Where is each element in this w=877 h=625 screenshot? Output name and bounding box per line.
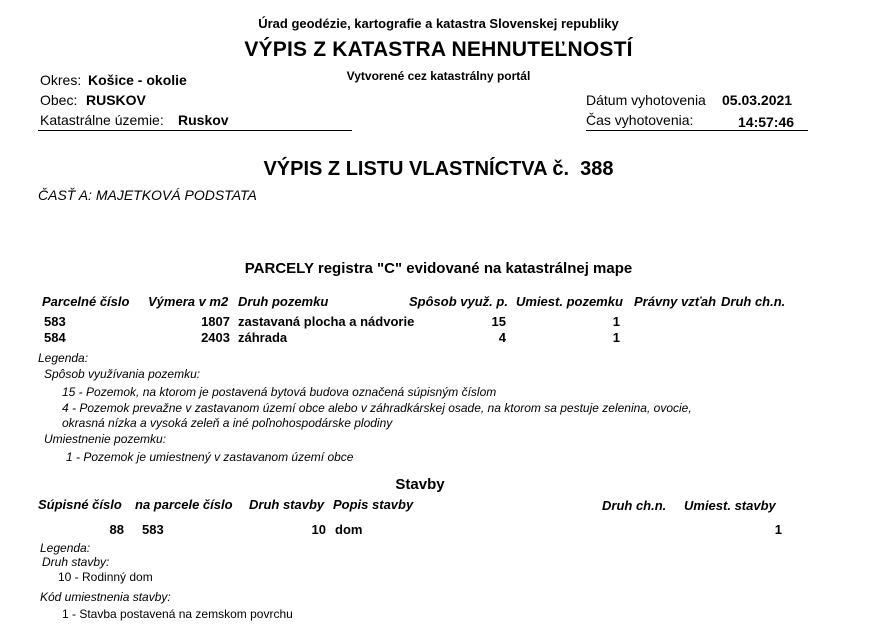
document-title: VÝPIS Z KATASTRA NEHNUTEĽNOSTÍ: [244, 38, 633, 61]
okres-label: Okres:: [40, 72, 82, 88]
header-rule-left: [38, 130, 352, 131]
parcel-placement: 1: [612, 330, 620, 345]
col-parcel-number: Parcelné číslo: [42, 294, 130, 309]
buildings-legend-label: Legenda:: [40, 541, 91, 555]
parcel-area: 2403: [201, 330, 230, 345]
land-placement-legend-label: Umiestnenie pozemku:: [44, 432, 167, 446]
building-placement: 1: [774, 522, 782, 537]
okres-value: Košice - okolie: [88, 72, 187, 88]
land-placement-legend-item: 1 - Pozemok je umiestnený v zastavanom území obce: [66, 450, 354, 464]
building-type: 10: [311, 522, 326, 537]
lv-title: [0, 158, 877, 181]
building-placement-legend-label: Kód umiestnenia stavby:: [40, 590, 171, 604]
date-value: 05.03.2021: [722, 92, 793, 108]
parcel-placement: 1: [612, 314, 620, 329]
land-use-legend-item: 15 - Pozemok, na ktorom je postavená bytová budova označená súpisným číslom: [62, 385, 497, 399]
col-building-parcel: na parcele číslo: [135, 497, 233, 512]
cadastral-area-label: Katastrálne územie:: [40, 112, 164, 128]
part-title: ČASŤ A: MAJETKOVÁ PODSTATA: [38, 187, 257, 203]
col-building-protection: Druh ch.n.: [602, 498, 667, 513]
lv-number: 388: [580, 158, 614, 180]
building-type-legend-item: 10 - Rodinný dom: [58, 570, 153, 584]
parcel-number: 583: [44, 314, 66, 329]
col-land-placement: Umiest. pozemku: [516, 294, 623, 309]
col-protection-type: Druh ch.n.: [721, 294, 786, 309]
land-use-legend-item: 4 - Pozemok prevažne v zastavanom území obce alebo v záhradkárskej osade, na ktorom sa pestuje zelenina, ovocie,: [62, 401, 692, 415]
land-use-legend-label: Spôsob využívania pozemku:: [44, 367, 201, 381]
col-land-type: Druh pozemku: [238, 294, 329, 309]
building-parcel: 583: [142, 522, 164, 537]
parcel-land-use: 15: [491, 314, 506, 329]
lv-title-prefix: VÝPIS Z LISTU VLASTNÍCTVA č.: [263, 158, 570, 180]
cadastral-area-value: Ruskov: [178, 112, 229, 128]
obec-value: RUSKOV: [86, 92, 146, 108]
parcel-land-type: záhrada: [238, 330, 288, 345]
document-subtitle: Vytvorené cez katastrálny portál: [346, 69, 531, 83]
col-building-description: Popis stavby: [333, 497, 414, 512]
parcel-land-type: zastavaná plocha a nádvorie: [238, 314, 415, 329]
buildings-title: Stavby: [395, 476, 445, 493]
header-rule-right: [586, 130, 808, 131]
time-label: Čas vyhotovenia:: [586, 112, 694, 128]
date-label: Dátum vyhotovenia: [586, 92, 706, 108]
building-type-legend-label: Druh stavby:: [42, 555, 110, 569]
agency-name: Úrad geodézie, kartografie a katastra Slovenskej republiky: [258, 16, 619, 31]
obec-label: Obec:: [40, 92, 78, 108]
parcel-area: 1807: [201, 314, 230, 329]
col-area: Výmera v m2: [148, 294, 229, 309]
parcels-title: PARCELY registra "C" evidované na katastrálnej mape: [244, 260, 633, 277]
col-building-number: Súpisné číslo: [38, 497, 122, 512]
parcel-land-use: 4: [498, 330, 506, 345]
time-value: 14:57:46: [738, 114, 795, 130]
building-placement-legend-item: 1 - Stavba postavená na zemskom povrchu: [62, 607, 293, 621]
col-land-use: Spôsob využ. p.: [409, 294, 508, 309]
building-number: 88: [109, 522, 124, 537]
col-legal-relation: Právny vzťah: [634, 294, 717, 309]
parcel-number: 584: [44, 330, 66, 345]
land-use-legend-item: okrasná nízka a vysoká zeleň a iné poľnohospodárske plodiny: [62, 416, 393, 430]
col-building-placement: Umiest. stavby: [684, 498, 776, 513]
building-description: dom: [335, 522, 363, 537]
col-building-type: Druh stavby: [249, 497, 325, 512]
parcels-legend-label: Legenda:: [38, 351, 89, 365]
